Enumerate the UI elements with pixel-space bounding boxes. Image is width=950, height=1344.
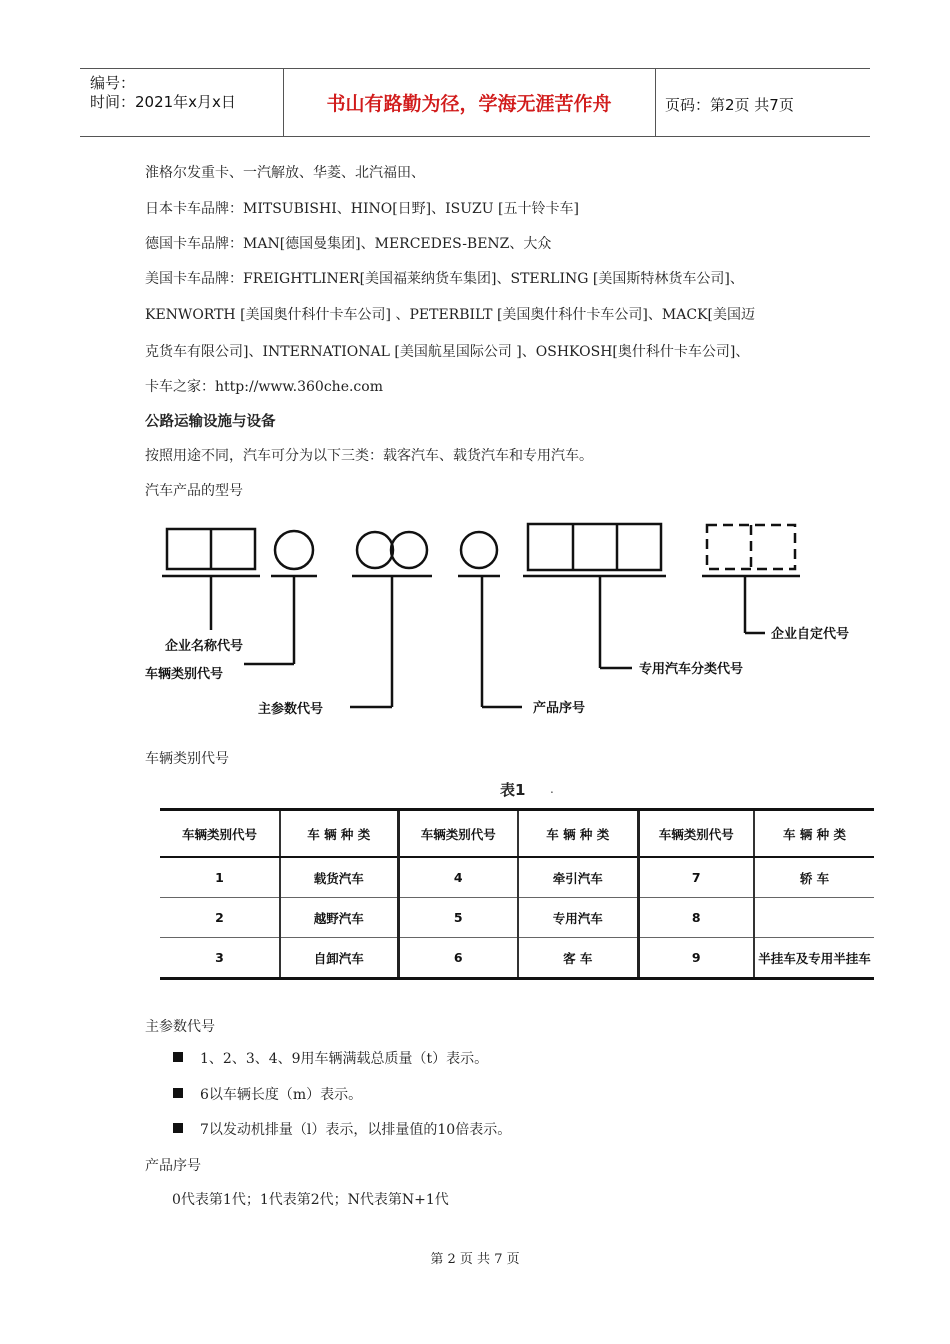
table-header-cell: 车 辆 种 类 [754, 810, 874, 858]
body-line: 淮格尔发重卡、一汽解放、华菱、北汽福田、 [145, 165, 425, 181]
time-label: 时间：2021年x月x日 [90, 93, 236, 111]
table-header-cell: 车辆类别代号 [638, 810, 754, 858]
table-cell: 2 [160, 898, 280, 938]
body-link-line: 卡车之家：http://www.360che.com [145, 379, 383, 395]
vehicle-category-table [160, 808, 874, 980]
header-motto: 书山有路勤为径，学海无涯苦作舟 [326, 92, 612, 115]
main-param-bullet: 7以发动机排量（l）表示，以排量值的10倍表示。 [200, 1122, 512, 1138]
classification-text: 按照用途不同，汽车可分为以下三类：载客汽车、载货汽车和专用汽车。 [145, 448, 593, 464]
bullet-square-icon [173, 1052, 183, 1062]
table-cell: 专用汽车 [518, 898, 638, 938]
table-cell: 8 [638, 898, 754, 938]
body-line: 德国卡车品牌：MAN[德国曼集团]、MERCEDES-BENZ、大众 [145, 236, 552, 252]
table-cell: 载货汽车 [280, 857, 398, 898]
body-line: KENWORTH [美国奥什科什卡车公司] 、PETERBILT [美国奥什科什卡车公司]、MACK[美国迈 [145, 307, 755, 323]
body-line: 美国卡车品牌：FREIGHTLINER[美国福莱纳货车集团]、STERLING [美国斯特林货车公司]、 [145, 271, 744, 287]
label-special-class: 专用汽车分类代号 [639, 662, 744, 677]
table-title: 表1 [500, 781, 526, 799]
label-vehicle-category: 车辆类别代号 [145, 667, 224, 682]
table-header-row [160, 810, 874, 858]
bullet-square-icon [173, 1123, 183, 1133]
product-seq-text: 0代表第1代；1代表第2代；N代表第N+1代 [172, 1192, 449, 1208]
main-param-circle-2 [391, 532, 427, 568]
table-cell [754, 898, 874, 938]
table-cell: 越野汽车 [280, 898, 398, 938]
table-title-dot: . [550, 782, 554, 796]
table-row [160, 857, 874, 898]
table-row [160, 898, 874, 938]
main-param-circle-1 [357, 532, 393, 568]
body-line: 克货车有限公司]、INTERNATIONAL [美国航星国际公司 ]、OSHKOSH[奥什科什卡车公司]、 [145, 344, 750, 360]
main-param-title: 主参数代号 [145, 1019, 215, 1035]
vehicle-category-title: 车辆类别代号 [145, 751, 229, 767]
table-row [160, 938, 874, 979]
table-header-cell: 车 辆 种 类 [280, 810, 398, 858]
page-info: 页码：第2页 共7页 [665, 96, 794, 114]
table-cell: 自卸汽车 [280, 938, 398, 979]
label-enterprise-name: 企业名称代号 [165, 639, 244, 654]
table-cell: 轿 车 [754, 857, 874, 898]
main-param-bullet: 6以车辆长度（m）表示。 [200, 1087, 363, 1103]
table-cell: 6 [398, 938, 518, 979]
table-cell: 1 [160, 857, 280, 898]
page-footer: 第 2 页 共 7 页 [430, 1252, 520, 1267]
main-param-bullet: 1、2、3、4、9用车辆满载总质量（t）表示。 [200, 1051, 489, 1067]
table-cell: 7 [638, 857, 754, 898]
table-cell: 9 [638, 938, 754, 979]
product-seq-circle [461, 532, 497, 568]
label-main-param: 主参数代号 [258, 702, 324, 717]
table-cell: 半挂车及专用半挂车 [754, 938, 874, 979]
label-product-seq: 产品序号 [533, 701, 586, 716]
table-cell: 客 车 [518, 938, 638, 979]
body-line: 日本卡车品牌：MITSUBISHI、HINO[日野]、ISUZU [五十铃卡车] [145, 201, 579, 217]
table-cell: 5 [398, 898, 518, 938]
table-cell: 牵引汽车 [518, 857, 638, 898]
bullet-square-icon [173, 1088, 183, 1098]
table-header-cell: 车 辆 种 类 [518, 810, 638, 858]
table-cell: 4 [398, 857, 518, 898]
table-header-cell: 车辆类别代号 [398, 810, 518, 858]
category-circle [275, 531, 313, 569]
product-seq-title: 产品序号 [145, 1158, 201, 1174]
model-title: 汽车产品的型号 [145, 483, 243, 499]
section-heading: 公路运输设施与设备 [145, 414, 276, 430]
table-header-cell: 车辆类别代号 [160, 810, 280, 858]
label-enterprise-custom: 企业自定代号 [771, 627, 850, 642]
serial-label: 编号： [90, 74, 136, 92]
table-cell: 3 [160, 938, 280, 979]
special-class-boxes [528, 524, 661, 570]
